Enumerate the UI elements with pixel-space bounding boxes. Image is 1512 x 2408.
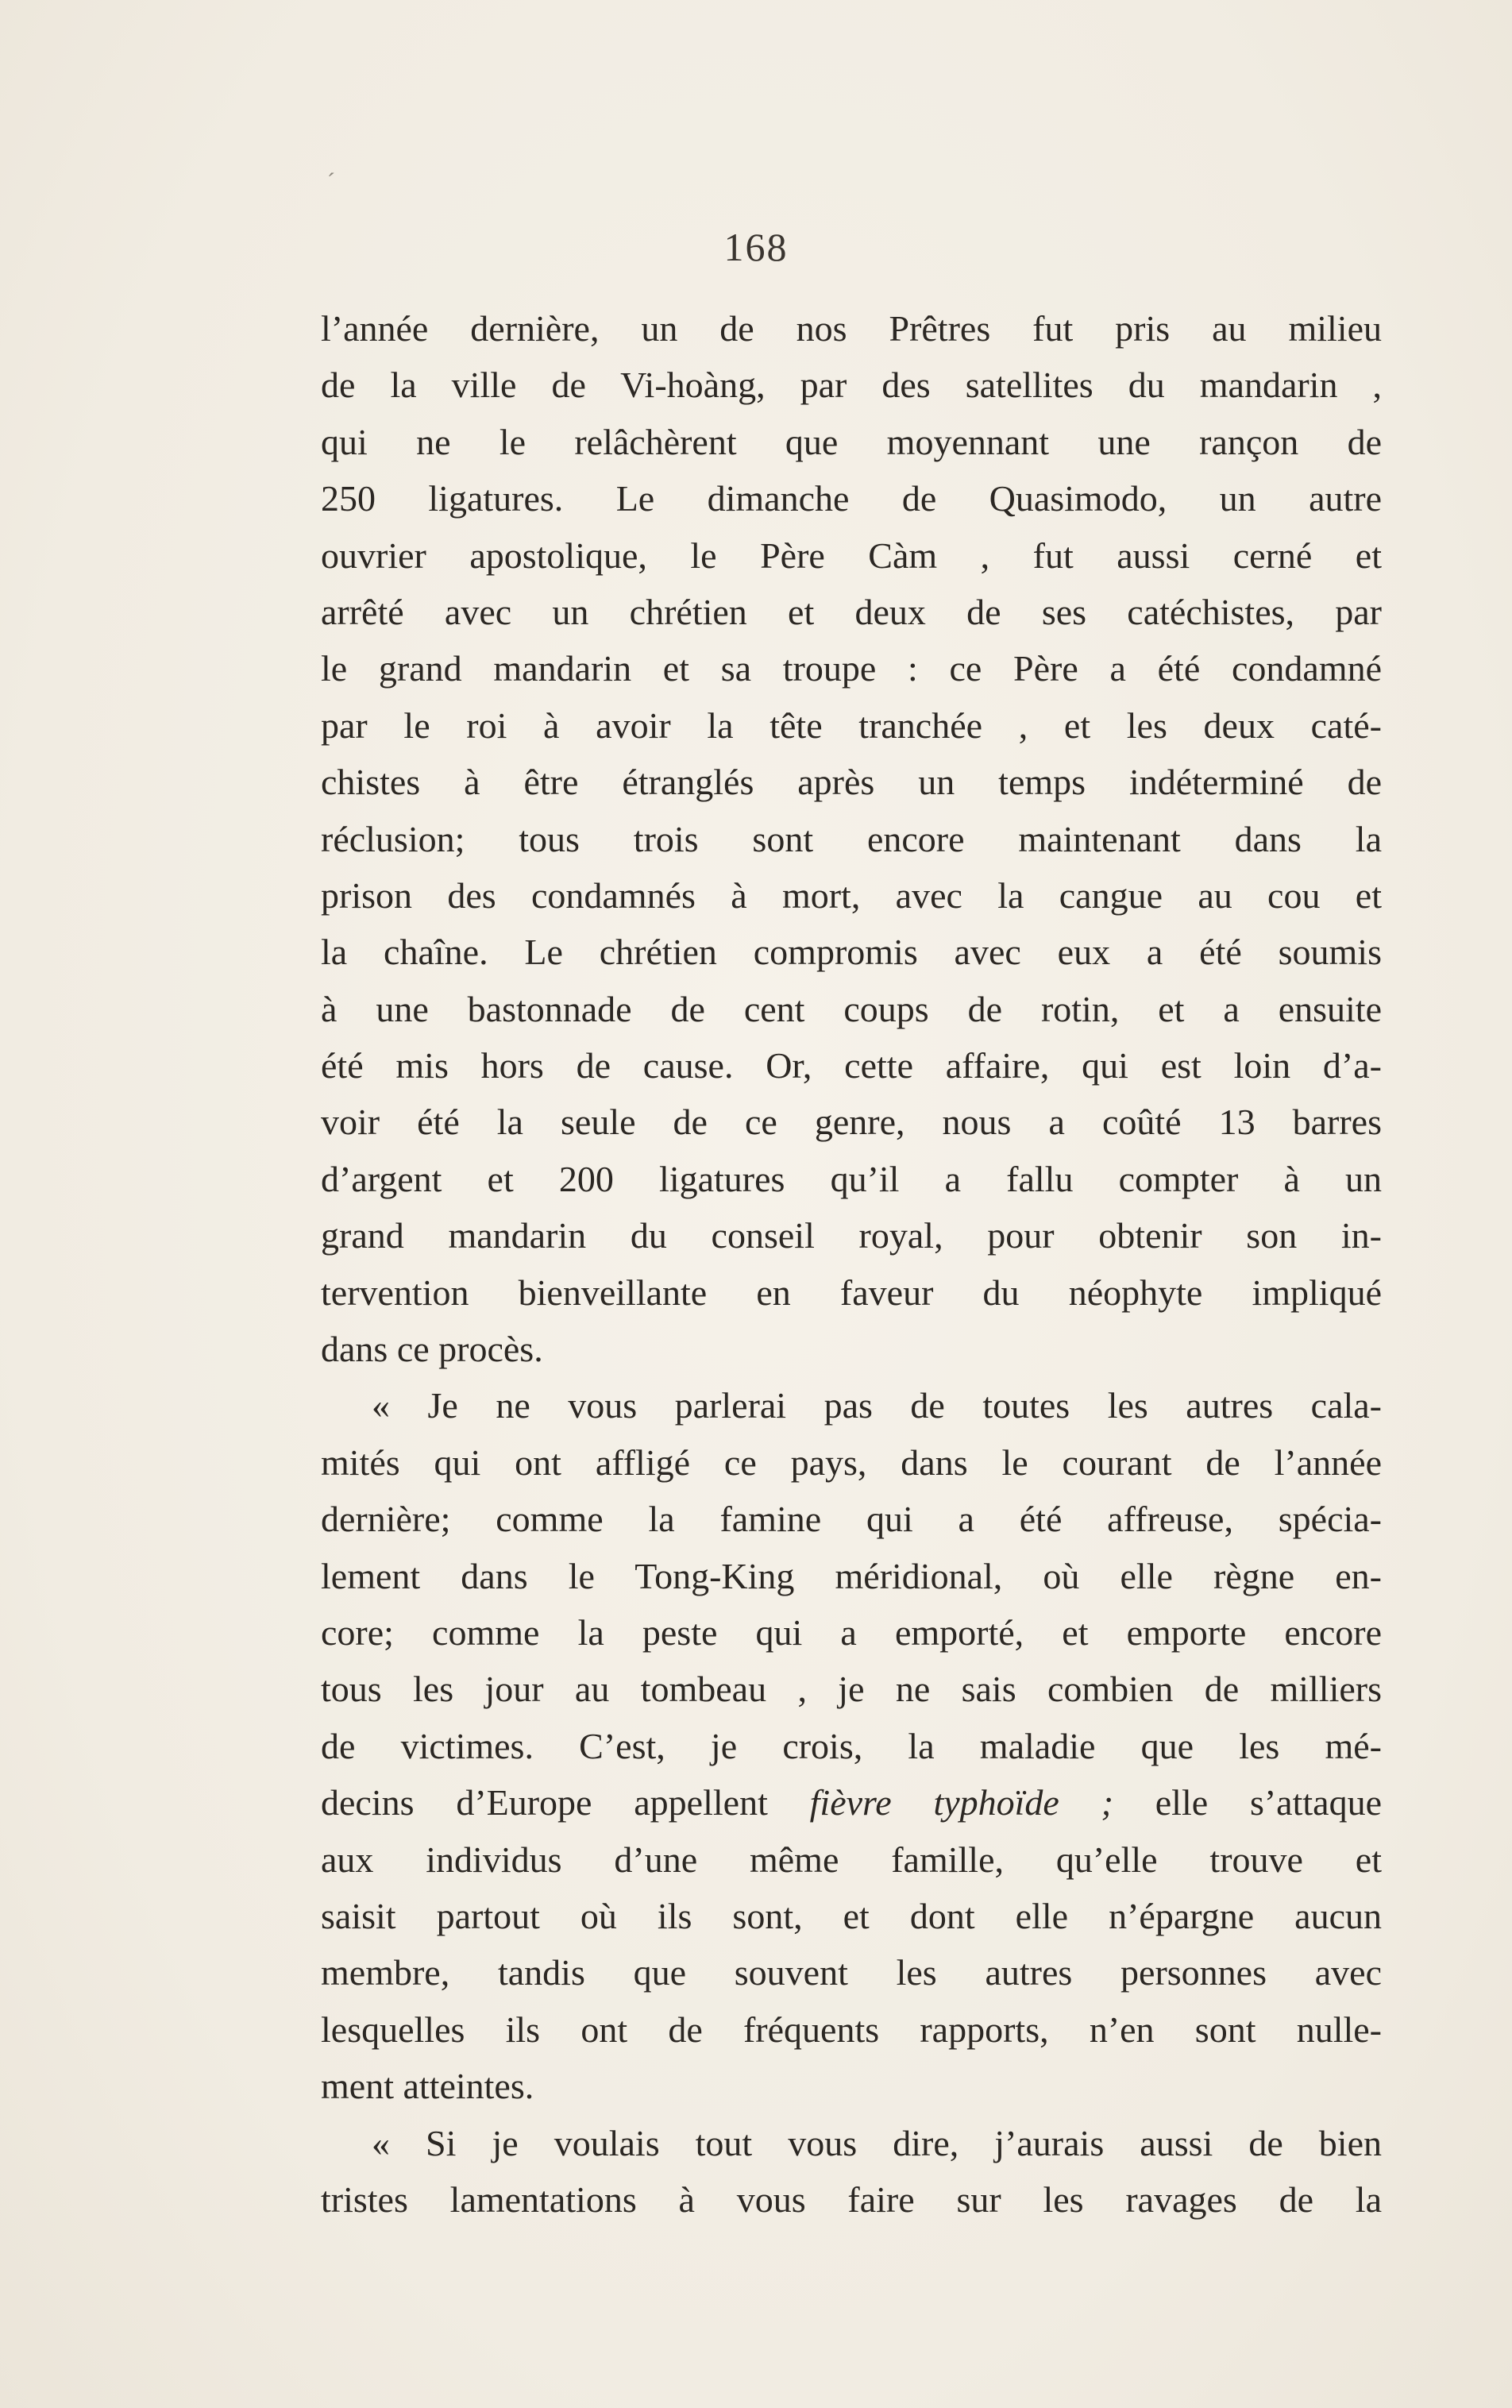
text-line: membre, tandis que souvent les autres personnes avec (321, 1952, 1382, 1993)
text-segment: elle s’attaque (1155, 1782, 1382, 1823)
text-line: lesquelles ils ont de fréquents rapports, n’en sont nulle- (321, 2009, 1382, 2050)
text-line: par le roi à avoir la tête tranchée , et les deux caté- (321, 704, 1382, 746)
text-line: ment atteintes. (321, 2066, 534, 2107)
text-line: tristes lamentations à vous faire sur les ravages de la (321, 2178, 1382, 2220)
text-line: chistes à être étranglés après un temps indéterminé de (321, 762, 1382, 803)
text-line: grand mandarin du conseil royal, pour obtenir son in- (321, 1215, 1382, 1256)
page-number: 168 (723, 225, 789, 269)
text-segment: decins d’Europe appellent (321, 1782, 768, 1823)
text-line: saisit partout où ils sont, et dont elle n’épargne aucun (321, 1895, 1382, 1936)
text-line: « Je ne vous parlerai pas de toutes les autres cala- (372, 1385, 1382, 1426)
text-line: qui ne le relâchèrent que moyennant une rançon de (321, 421, 1382, 462)
text-line: « Si je voulais tout vous dire, j’aurais aussi de bien (372, 2122, 1382, 2163)
text-line: dans ce procès. (321, 1329, 543, 1370)
text-line: 250 ligatures. Le dimanche de Quasimodo, un autre (321, 478, 1382, 519)
text-line: arrêté avec un chrétien et deux de ses catéchistes, par (321, 591, 1382, 632)
text-line-mixed (321, 1774, 1382, 1831)
text-line: l’année dernière, un de nos Prêtres fut pris au milieu (321, 308, 1382, 349)
text-line: la chaîne. Le chrétien compromis avec eux a été soumis (321, 932, 1382, 973)
text-line: d’argent et 200 ligatures qu’il a fallu compter à un (321, 1158, 1382, 1199)
text-line: core; comme la peste qui a emporté, et emporte encore (321, 1611, 1382, 1653)
text-line: aux individus d’une même famille, qu’elle trouve et (321, 1839, 1382, 1880)
text-line: tous les jour au tombeau , je ne sais combien de milliers (321, 1669, 1382, 1710)
text-line: tervention bienveillante en faveur du néophyte impliqué (321, 1272, 1382, 1313)
text-line: voir été la seule de ce genre, nous a coûté 13 barres (321, 1102, 1382, 1143)
text-line: le grand mandarin et sa troupe : ce Père a été condamné (321, 648, 1382, 689)
text-line: été mis hors de cause. Or, cette affaire, qui est loin d’a- (321, 1045, 1382, 1086)
text-line: de la ville de Vi-hoàng, par des satellites du mandarin , (321, 365, 1382, 406)
text-line: ouvrier apostolique, le Père Càm , fut aussi cerné et (321, 534, 1382, 576)
text-line: dernière; comme la famine qui a été affreuse, spécia- (321, 1499, 1382, 1540)
italic-term: fièvre typhoïde ; (809, 1782, 1113, 1823)
text-line: mités qui ont affligé ce pays, dans le courant de l’année (321, 1441, 1382, 1483)
text-line: à une bastonnade de cent coups de rotin, et a ensuite (321, 988, 1382, 1029)
text-line: réclusion; tous trois sont encore maintenant dans la (321, 818, 1382, 859)
text-line: prison des condamnés à mort, avec la cangue au cou et (321, 874, 1382, 916)
text-line: de victimes. C’est, je crois, la maladie que les mé- (321, 1725, 1382, 1766)
text-line: lement dans le Tong-King méridional, où elle règne en- (321, 1555, 1382, 1596)
body-text (321, 300, 1382, 2228)
stray-mark: ´ (327, 168, 335, 195)
